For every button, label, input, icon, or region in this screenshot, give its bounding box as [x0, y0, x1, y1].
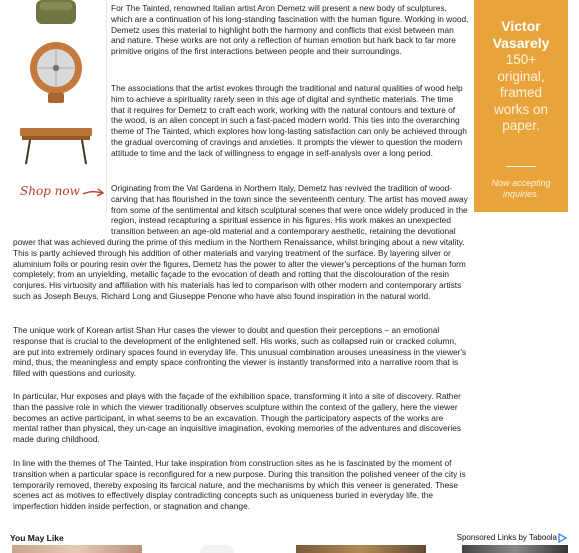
fan-product-image[interactable] — [26, 38, 86, 106]
ad-divider — [506, 166, 536, 167]
float-spacer — [13, 183, 111, 227]
recommended-thumbnail[interactable] — [12, 545, 142, 553]
play-triangle-icon[interactable] — [558, 533, 567, 543]
you-may-like-heading: You May Like — [10, 533, 64, 543]
product-ad[interactable] — [6, 0, 107, 212]
ad-cta-line: Now accepting — [491, 178, 551, 188]
article-paragraph-wrap — [13, 183, 469, 302]
ad-name-line: Victor — [501, 18, 541, 34]
ad-cta-line: inquiries. — [502, 189, 540, 199]
article-paragraph: The unique work of Korean artist Shan Hur cases the viewer to doubt and question their perceptions – an emotional response that is crucial to the development of the enlightened self. His works, such as collapsed ruin or cracked column, are put into extremely ordinary spaces found in everyday life. This unusual combination arouses uneasiness in the viewer's mind, thus, the meaningless and empty space confronting the viewer is instantly transformed into a narrative room that is filled with questions and curiosity. — [13, 325, 467, 379]
article-paragraph: For The Tainted, renowned Italian artist Aron Demetz will present a new body of sculptures, which are a continuation of his long-standing fascination with the human figure. Working in wood, Demetz uses this material to highlight both the harmony and conflicts that exist between man and nature. These works are not only a reflection of human emotion but hark back to far more primitive origins of the first interactions between people and their surroundings. — [111, 3, 469, 57]
ad-inquiry-text[interactable] — [474, 178, 568, 200]
ad-description-line: original, — [497, 68, 545, 84]
article-paragraph: In line with the themes of The Tainted, Hur take inspiration from construction sites as he is fascinated by the moment of transition when a particular space is reconfigured for a new purpose. During this transition the polished veneer of the city is temporarily removed, thereby exposing its farcical nature, and the mechanisms by which this veneer is generated. These scenes act as motives to effectively display contradicting concepts such as uniqueness buried in everyday life, the imperfection hidden inside perfection, or stagnation and change. — [13, 458, 466, 512]
shop-now-link[interactable]: Shop now — [20, 184, 80, 198]
sponsored-links-label[interactable]: Sponsored Links by Taboola — [456, 533, 557, 542]
ad-description — [474, 52, 568, 135]
table-product-image[interactable] — [18, 118, 94, 168]
recommended-thumbnail[interactable] — [200, 545, 234, 553]
ad-description-line: framed — [499, 85, 543, 100]
recommended-thumbnail[interactable] — [462, 545, 568, 553]
vasarely-ad[interactable] — [474, 0, 568, 212]
ad-description-line: works on — [493, 101, 549, 117]
article-paragraph: Originating from the Val Gardena in Northern Italy, Demetz has revived the tradition of wood-carving that has flourished in the town since the seventeenth century. The artist has moved away from some of the sentimental and kitsch sculptural scenes that were once widely produced in the region, instead recapturing a spiritual essence in his figures. His work makes an unexpected transition between an age-old material and a contemporary aesthetic, retaining the devotional power that was achieved during the prime of this medium in the Northern Renaissance, whilst bringing about a new vitality. This is partly achieved through his addition of other materials and varying treatment of the surface. By layering silver or aluminium foils or pouring resin over the figures, Demetz has the power to alter the viewer's perceptions of the human form completely; from an unyielding, metallic façade to the evocation of death and rotting that the discolouration of the resin conjures. His virtuosity and affiliation with his materials has led to comparison with other modern and contemporary artists such as Joseph Beuys, Richard Long and Giuseppe Penone who have also found inspiration in the natural world. — [13, 183, 468, 301]
article-paragraph: In particular, Hur exposes and plays with the façade of the exhibition space, transforming it into a site of discovery. Rather than the passive role in which the viewer traditionally observes sculpture within the context of the gallery, here the viewer becomes an active participant, in what seems to be an excavation. Though the participatory aspects of the works are mental rather than physical, they un-cage an inquisitive imagination, evoking memories of the adventures and discoveries made during childhood. — [13, 391, 462, 445]
ad-description-line: 150+ — [505, 52, 537, 67]
recommended-thumbnail[interactable] — [296, 545, 426, 553]
ad-description-line: paper. — [502, 118, 540, 133]
ad-name-line: Vasarely — [492, 35, 550, 51]
ad-artist-name — [474, 18, 568, 52]
bag-product-image[interactable] — [28, 0, 84, 26]
article-paragraph: The associations that the artist evokes through the traditional and natural qualities of wood help him to achieve a spirituality rarely seen in this age of digital and synthetic materials. The time that it requires for Demetz to craft each work, working with the natural contours and texture of the wood, is an alien concept in such a fast-paced modern world. This ties into the overarching theme of The Tainted, which explores how long-lasting satisfaction can only be achieved through the gradual overcoming of cravings and anxieties. It prompts the viewer to question the modern attitude to time and the lack of willingness to engage in self-analysis over a long period. — [111, 83, 467, 158]
